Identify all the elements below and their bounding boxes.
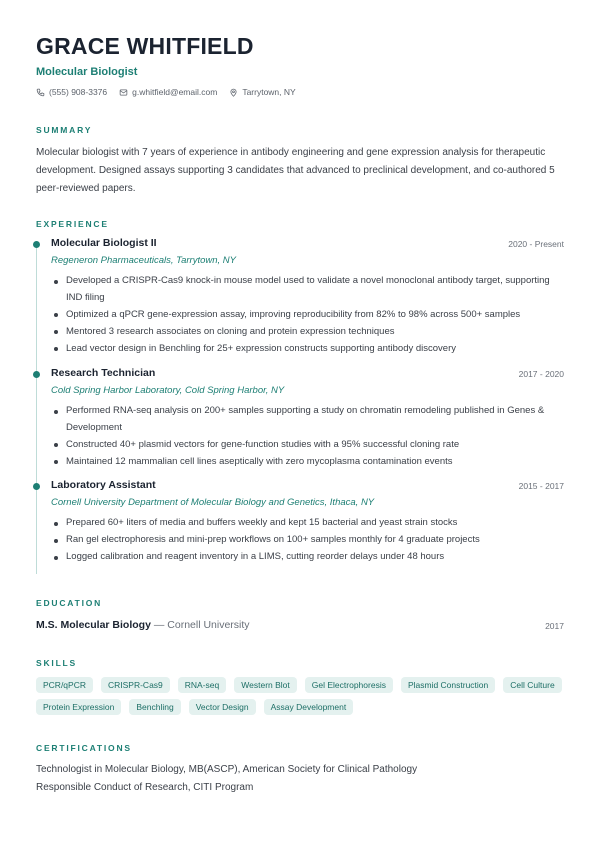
job-bullet: Prepared 60+ liters of media and buffers weekly and kept 15 bacterial and yeast strain stocks [51, 515, 551, 532]
job-bullet: Maintained 12 mammalian cell lines aseptically with zero mycoplasma contamination events [51, 454, 551, 471]
skill-chip: Gel Electrophoresis [305, 677, 393, 693]
certification-item: Responsible Conduct of Research, CITI Program [36, 782, 254, 793]
education-year: 2017 [545, 621, 564, 631]
summary-text: Molecular biologist with 7 years of experience in antibody engineering and gene expression analysis for therapeutic development. Designed assays supporting 3 candidates that advanced to preclinical development, and co-authored 5 peer-reviewed papers. [36, 147, 555, 194]
job-dates: 2020 - Present [508, 239, 564, 249]
job-bullet: Lead vector design in Benchling for 25+ expression constructs supporting antibody discovery [51, 341, 551, 358]
skill-chip: Assay Development [264, 699, 354, 715]
job-company: Regeneron Pharmaceuticals, Tarrytown, NY [51, 255, 236, 266]
job-title: Laboratory Assistant [51, 479, 156, 491]
contact-phone [36, 87, 107, 97]
skill-chip: RNA-seq [178, 677, 226, 693]
location-pin-icon [229, 88, 238, 97]
job-dates: 2017 - 2020 [518, 369, 564, 379]
job-company: Cold Spring Harbor Laboratory, Cold Spring Harbor, NY [51, 385, 285, 396]
timeline-line [36, 244, 37, 574]
contact-location [229, 87, 295, 97]
certifications-list [36, 761, 417, 797]
phone-icon [36, 88, 45, 97]
location-text: Tarrytown, NY [242, 87, 296, 97]
contact-bar [36, 87, 296, 97]
job-bullet: Constructed 40+ plasmid vectors for gene-function studies with a 95% successful cloning rate [51, 437, 551, 454]
job-company: Cornell University Department of Molecular Biology and Genetics, Ithaca, NY [51, 497, 375, 508]
education-separator: — [150, 619, 168, 631]
summary-heading: SUMMARY [36, 125, 93, 135]
experience-heading: EXPERIENCE [36, 219, 109, 229]
candidate-role: Molecular Biologist [36, 66, 138, 78]
job-bullet: Logged calibration and reagent inventory in a LIMS, cutting reorder delays under 48 hours [51, 549, 551, 566]
skill-chip: Vector Design [189, 699, 256, 715]
certifications-heading: CERTIFICATIONS [36, 743, 132, 753]
job-bullets [51, 273, 551, 358]
certification-item: Technologist in Molecular Biology, MB(ASCP), American Society for Clinical Pathology [36, 764, 418, 775]
degree: M.S. Molecular Biology [36, 619, 151, 631]
job-bullet: Optimized a qPCR gene-expression assay, improving reproducibility from 82% to 98% across 500+ samples [51, 307, 551, 324]
job-bullet: Ran gel electrophoresis and mini-prep workflows on 100+ samples monthly for 4 graduate projects [51, 532, 551, 549]
job-title: Research Technician [51, 367, 156, 379]
education-entry [36, 619, 564, 631]
skill-chip: PCR/qPCR [36, 677, 93, 693]
job-title: Molecular Biologist II [51, 237, 157, 249]
job-bullet: Performed RNA-seq analysis on 200+ samples supporting a study on chromatin remodeling published in Genes & Development [51, 403, 551, 436]
skills-heading: SKILLS [36, 658, 78, 668]
contact-email [119, 87, 217, 97]
skill-chip: Protein Expression [36, 699, 121, 715]
education-heading: EDUCATION [36, 598, 103, 608]
skill-chip: Western Blot [234, 677, 297, 693]
candidate-name: GRACE WHITFIELD [36, 33, 254, 59]
mail-icon [119, 88, 128, 97]
job-bullet: Mentored 3 research associates on cloning and protein expression techniques [51, 324, 551, 341]
email-text: g.whitfield@email.com [132, 87, 218, 97]
job-bullets [51, 403, 551, 471]
job-bullets [51, 515, 551, 566]
job-dates: 2015 - 2017 [518, 481, 564, 491]
timeline-dot [33, 371, 40, 378]
skill-chip: Benchling [129, 699, 180, 715]
school: Cornell University [167, 619, 250, 631]
phone-text: (555) 908-3376 [49, 87, 108, 97]
skill-chip: Plasmid Construction [401, 677, 495, 693]
skills-list [36, 677, 566, 715]
timeline-dot [33, 241, 40, 248]
job-bullet: Developed a CRISPR-Cas9 knock-in mouse model used to validate a novel monoclonal antibody target, supporting IND filing [51, 273, 551, 306]
skill-chip: Cell Culture [503, 677, 561, 693]
timeline-dot [33, 483, 40, 490]
skill-chip: CRISPR-Cas9 [101, 677, 170, 693]
